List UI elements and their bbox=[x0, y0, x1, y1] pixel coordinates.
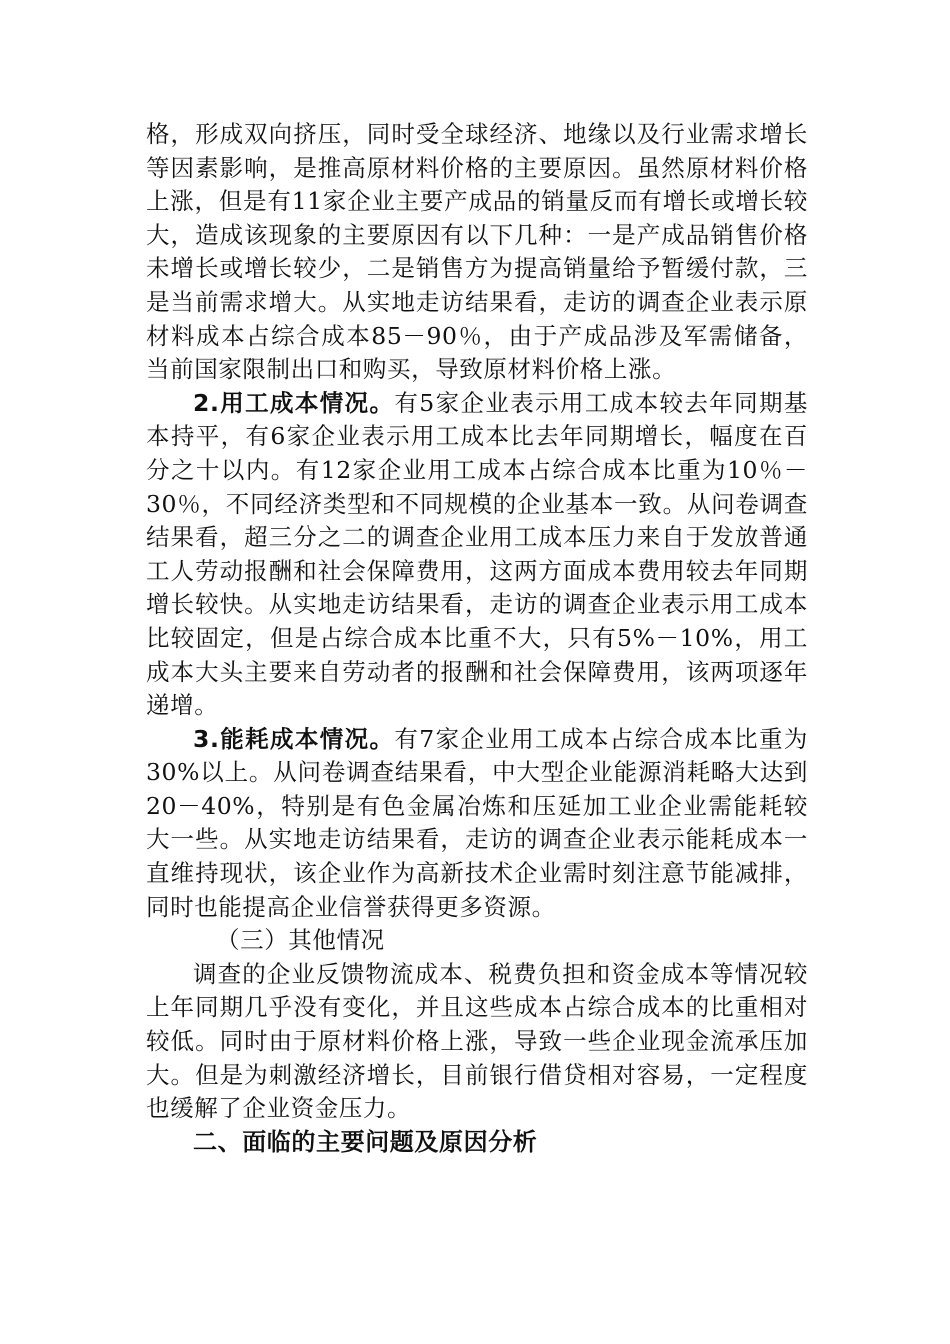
paragraph-labor-cost bbox=[146, 387, 808, 723]
energy-cost-body: 有7家企业用工成本占综合成本比重为30%以上。从问卷调查结果看，中大型企业能源消耗略大达到20－40%，特别是有色金属冶炼和压延加工业企业需能耗较大一些。从实地走访结果看，走访的调查企业表示能耗成本一直维持现状，该企业作为高新技术企业需时刻注意节能减排，同时也能提高企业信誉获得更多资源。 bbox=[146, 724, 808, 921]
energy-cost-lead: 3.能耗成本情况。 bbox=[193, 724, 395, 753]
labor-cost-body: 有5家企业表示用工成本较去年同期基本持平，有6家企业表示用工成本比去年同期增长，幅度在百分之十以内。有12家企业用工成本占综合成本比重为10％－30％，不同经济类型和不同规模的企业基本一致。从问卷调查结果看，超三分之二的调查企业用工成本压力来自于发放普通工人劳动报酬和社会保障费用，这两方面成本费用较去年同期增长较快。从实地走访结果看，走访的调查企业表示用工成本比较固定，但是占综合成本比重不大，只有5%－10%，用工成本大头主要来自劳动者的报酬和社会保障费用，该两项逐年递增。 bbox=[146, 388, 808, 720]
paragraph-other-situation: 调查的企业反馈物流成本、税费负担和资金成本等情况较上年同期几乎没有变化，并且这些成本占综合成本的比重相对较低。同时由于原材料价格上涨，导致一些企业现金流承压加大。但是为刺激经济增长，目前银行借贷相对容易，一定程度也缓解了企业资金压力。 bbox=[146, 959, 808, 1123]
section-heading-problems: 二、面临的主要问题及原因分析 bbox=[193, 1127, 538, 1156]
labor-cost-lead: 2.用工成本情况。 bbox=[193, 388, 395, 417]
paragraph-energy-cost bbox=[146, 723, 808, 925]
sub-heading-other: （三）其他情况 bbox=[216, 926, 385, 955]
paragraph-raw-material-cost: 格，形成双向挤压，同时受全球经济、地缘以及行业需求增长等因素影响，是推高原材料价格的主要原因。虽然原材料价格上涨，但是有11家企业主要产成品的销量反而有增长或增长较大，造成该现象的主要原因有以下几种：一是产成品销售价格未增长或增长较少，二是销售方为提高销量给予暂缓付款，三是当前需求增大。从实地走访结果看，走访的调查企业表示原材料成本占综合成本85－90％，由于产成品涉及军需储备，当前国家限制出口和购买，导致原材料价格上涨。 bbox=[146, 120, 808, 384]
